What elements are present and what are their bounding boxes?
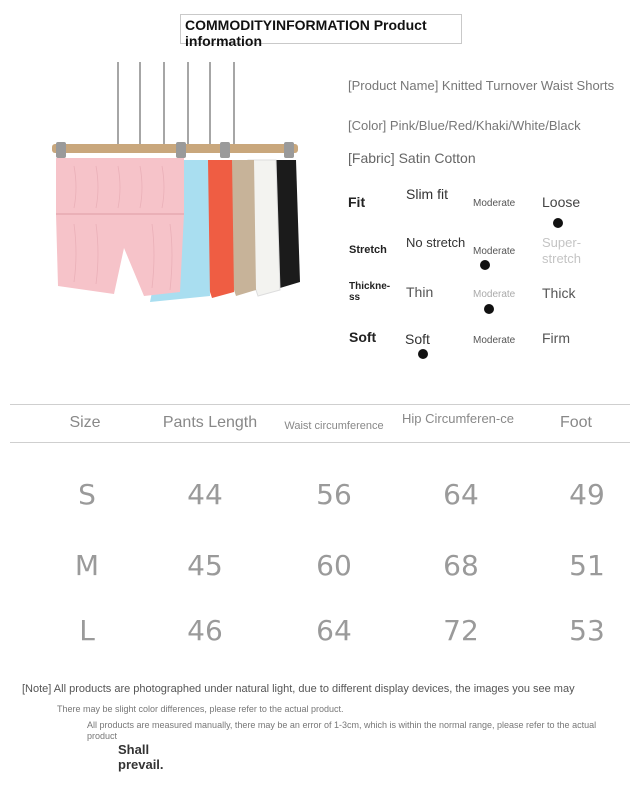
hanger-wires — [118, 62, 234, 150]
stretch-selected-dot — [480, 260, 490, 270]
note-line-4: Shall prevail. — [118, 742, 164, 772]
note-line-2: There may be slight color differences, please refer to the actual product. — [57, 704, 344, 714]
soft-option-firm: Firm — [542, 330, 570, 346]
header-hip: Hip Circumferen-ce — [402, 411, 514, 426]
table-cell: 53 — [569, 614, 605, 647]
stretch-option-moderate: Moderate — [473, 246, 516, 257]
note-line-1: [Note] All products are photographed under natural light, due to different display devices, the images you see may — [22, 683, 575, 695]
product-image — [44, 58, 306, 308]
table-cell: L — [79, 614, 95, 647]
table-cell: 44 — [187, 478, 223, 511]
table-cell: 60 — [316, 549, 352, 582]
shorts-pink — [56, 158, 184, 296]
table-cell: S — [78, 478, 96, 511]
table-cell: M — [74, 549, 100, 582]
fit-selected-dot — [553, 218, 563, 228]
note-line-3: All products are measured manually, there may be an error of 1-3cm, which is within the normal range, please refer to the actual product — [87, 720, 597, 741]
table-cell: 45 — [187, 549, 223, 582]
stretch-option-super: Super-stretch — [542, 235, 582, 266]
soft-option-moderate: Moderate — [473, 335, 516, 346]
table-cell: 72 — [443, 614, 479, 647]
fit-option-moderate: Moderate — [473, 198, 516, 209]
table-cell: 64 — [316, 614, 352, 647]
table-cell: 64 — [443, 478, 479, 511]
hanger-bar — [52, 144, 298, 153]
stretch-option-none: No stretch — [406, 235, 466, 250]
table-header-rule — [10, 442, 630, 443]
thickness-selected-dot — [484, 304, 494, 314]
table-cell: 68 — [443, 549, 479, 582]
thickness-option-moderate: Moderate — [473, 289, 516, 300]
product-fabric: [Fabric] Satin Cotton — [348, 150, 476, 166]
thickness-label: Thickne-ss — [349, 281, 391, 303]
table-cell: 49 — [569, 478, 605, 511]
header-foot: Foot — [559, 414, 592, 431]
header-waist: Waist circumference — [284, 420, 384, 432]
thickness-option-thin: Thin — [406, 284, 434, 300]
header-pants-length: Pants Length — [162, 414, 258, 431]
soft-label: Soft — [349, 329, 377, 345]
table-cell: 51 — [569, 549, 605, 582]
soft-selected-dot — [418, 349, 428, 359]
product-color: [Color] Pink/Blue/Red/Khaki/White/Black — [348, 118, 581, 133]
fit-label: Fit — [348, 194, 366, 210]
thickness-option-thick: Thick — [542, 285, 576, 301]
section-title: COMMODITYINFORMATION Product information — [180, 14, 462, 44]
header-size: Size — [69, 414, 101, 431]
product-name: [Product Name] Knitted Turnover Waist Shorts — [348, 78, 615, 93]
table-cell: 46 — [187, 614, 223, 647]
fit-option-slim: Slim fit — [406, 186, 448, 202]
table-top-rule — [10, 404, 630, 405]
soft-option-soft: Soft — [405, 331, 430, 347]
stretch-label: Stretch — [349, 244, 387, 256]
table-cell: 56 — [316, 478, 352, 511]
fit-option-loose: Loose — [542, 194, 581, 210]
